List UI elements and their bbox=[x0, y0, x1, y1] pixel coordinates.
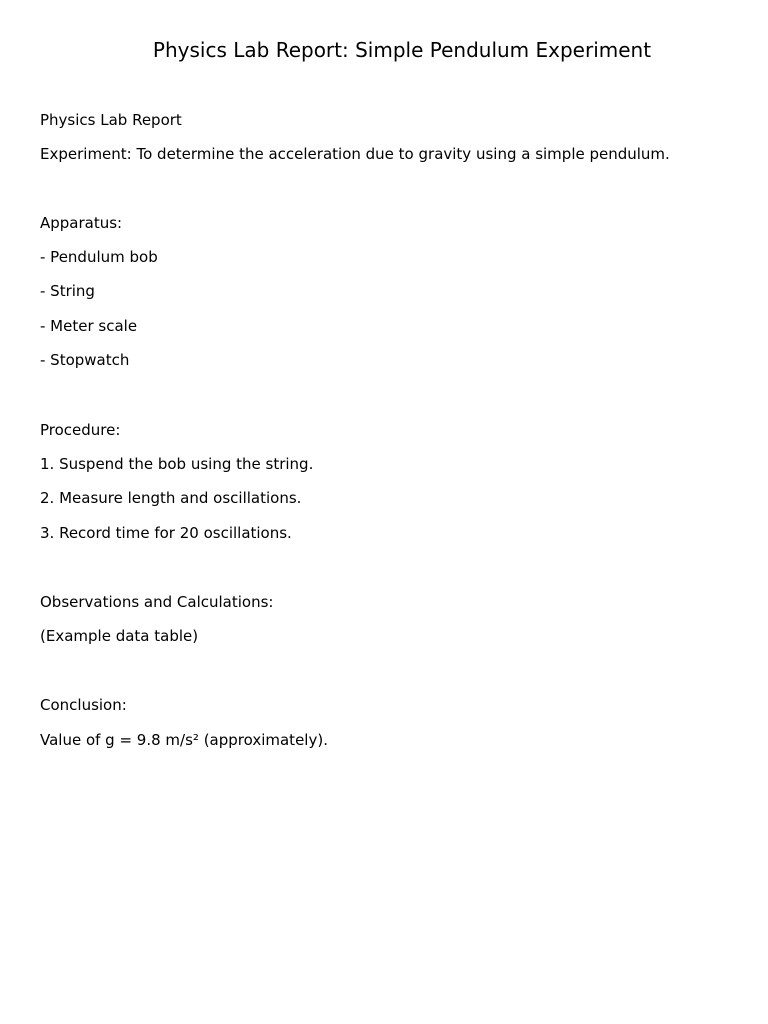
procedure-label: Procedure: bbox=[40, 421, 121, 439]
observations-note: (Example data table) bbox=[40, 627, 199, 645]
procedure-step: 2. Measure length and oscillations. bbox=[40, 489, 302, 507]
apparatus-item: - Pendulum bob bbox=[40, 248, 158, 266]
apparatus-item: - Stopwatch bbox=[40, 351, 130, 369]
apparatus-item: - String bbox=[40, 282, 95, 300]
apparatus-label: Apparatus: bbox=[40, 214, 123, 232]
procedure-step: 1. Suspend the bob using the string. bbox=[40, 455, 314, 473]
conclusion-label: Conclusion: bbox=[40, 696, 127, 714]
report-heading: Physics Lab Report bbox=[40, 111, 182, 129]
experiment-statement: Experiment: To determine the acceleration due to gravity using a simple pendulum. bbox=[40, 145, 670, 163]
apparatus-item: - Meter scale bbox=[40, 317, 138, 335]
observations-label: Observations and Calculations: bbox=[40, 593, 274, 611]
procedure-step: 3. Record time for 20 oscillations. bbox=[40, 524, 292, 542]
conclusion-text: Value of g = 9.8 m/s² (approximately). bbox=[40, 731, 328, 749]
document-title: Physics Lab Report: Simple Pendulum Experiment bbox=[152, 38, 652, 62]
